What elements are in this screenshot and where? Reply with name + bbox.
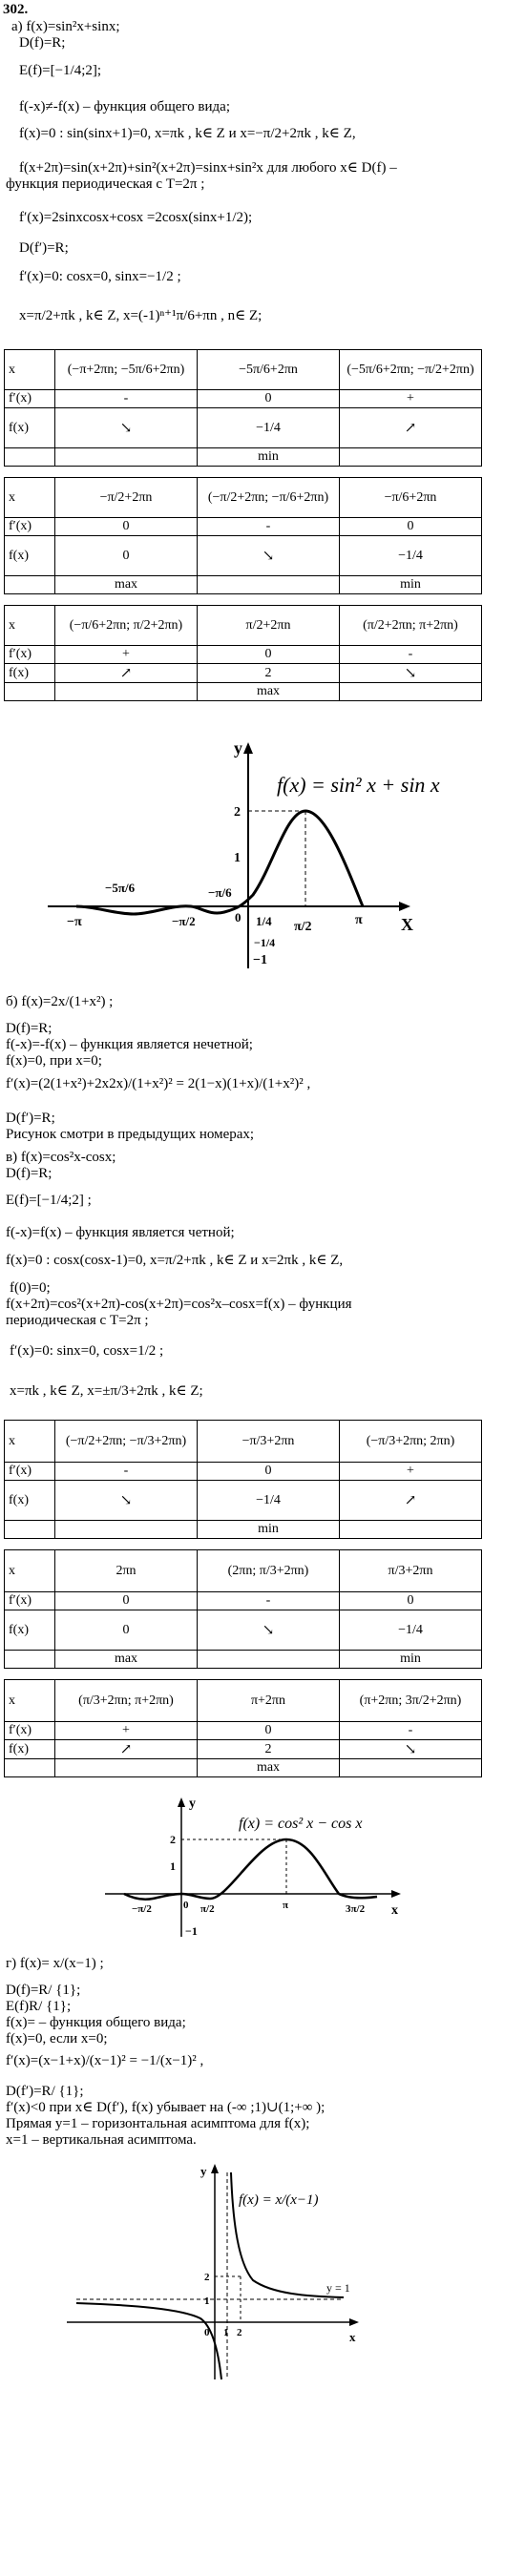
part-v-line: в) f(x)=cos²x-cosx;: [6, 1150, 116, 1165]
part-v-line: E(f)=[−1/4;2] ;: [6, 1193, 92, 1208]
table-cell: [55, 683, 198, 701]
table-cell: [55, 448, 198, 467]
x-axis-arrow-icon: [349, 2318, 359, 2326]
tick-label: 0: [183, 1900, 189, 1911]
table-cell: x: [5, 1421, 55, 1463]
part-b-line: f(x)=0, при x=0;: [6, 1053, 102, 1069]
part-g-line: f(x)= – функция общего вида;: [6, 2015, 186, 2030]
table-cell: -: [198, 1592, 340, 1610]
y-axis-label: y: [200, 2164, 207, 2178]
decreasing-arrow-icon: [120, 1494, 133, 1508]
part-b-line: D(f)=R;: [6, 1021, 52, 1036]
table-cell: max: [55, 576, 198, 594]
tick-label: 2: [170, 1833, 176, 1846]
asymptote-label: y = 1: [326, 2281, 350, 2295]
table-cell: 0: [198, 1463, 340, 1481]
table-cell: π/2+2πn: [198, 606, 340, 646]
table-cell: +: [55, 1722, 198, 1740]
tick-label: −5π/6: [105, 881, 136, 895]
table-cell: −1/4: [198, 1481, 340, 1521]
table-cell: [198, 1651, 340, 1669]
table-cell: [5, 1759, 55, 1777]
sign-table-v3: [4, 1679, 482, 1777]
tick-label: −1/4: [254, 936, 276, 949]
tick-label: −π: [67, 915, 82, 929]
table-cell: -: [55, 390, 198, 408]
table-cell: 0: [55, 1610, 198, 1651]
part-a-line: функция периодическая с T=2π ;: [6, 177, 205, 192]
part-a-line: f(x)=0 : sin(sinx+1)=0, x=πk , k∈ Z и x=−π/2+2πk , k∈ Z,: [19, 126, 356, 141]
table-cell: −π/2+2πn: [55, 478, 198, 518]
table-cell: x: [5, 350, 55, 390]
part-v-line: f(-x)=f(x) – функция является четной;: [6, 1225, 235, 1240]
table-cell: [55, 1521, 198, 1539]
increasing-arrow-icon: [405, 422, 417, 436]
tick-label: 1/4: [256, 914, 272, 928]
table-cell: x: [5, 606, 55, 646]
table-cell: f(x): [5, 664, 55, 683]
graph-v: [95, 1794, 410, 1946]
part-b-line: f′(x)=(2(1+x²)+2x2x)/(1+x²)² = 2(1−x)(1+x)/(1+x²)² ,: [6, 1076, 311, 1091]
table-cell: [340, 683, 482, 701]
table-cell: x: [5, 1550, 55, 1592]
table-cell: [5, 576, 55, 594]
table-cell: max: [198, 1759, 340, 1777]
table-cell: [5, 1651, 55, 1669]
part-g-line: f′(x)=(x−1+x)/(x−1)² = −1/(x−1)² ,: [6, 2053, 204, 2068]
decreasing-arrow-icon: [120, 422, 133, 436]
table-cell: (−π/2+2πn; −π/6+2πn): [198, 478, 340, 518]
table-cell: π/3+2πn: [340, 1550, 482, 1592]
tick-label: π: [283, 1900, 289, 1911]
problem-number: 302.: [3, 2, 29, 17]
part-b-line: D(f′)=R;: [6, 1111, 55, 1126]
part-v-line: f(0)=0;: [10, 1280, 51, 1296]
table-cell: 2: [198, 1740, 340, 1759]
part-a-line: f′(x)=0: cosx=0, sinx=−1/2 ;: [19, 269, 181, 284]
part-g-line: x=1 – вертикальная асимптома.: [6, 2132, 197, 2148]
table-cell: f(x): [5, 536, 55, 576]
table-cell: min: [340, 576, 482, 594]
tick-label: −1: [185, 1924, 198, 1938]
part-b-line: f(-x)=-f(x) – функция является нечетной;: [6, 1037, 253, 1052]
sign-table-v1: [4, 1420, 482, 1539]
table-cell: [340, 448, 482, 467]
table-cell: f′(x): [5, 1592, 55, 1610]
part-a-line: E(f)=[−1/4;2];: [19, 63, 102, 78]
table-cell: min: [198, 448, 340, 467]
tick-label: 1: [234, 851, 241, 865]
y-axis-label: y: [189, 1797, 196, 1811]
part-g-line: г) f(x)= x/(x−1) ;: [6, 1956, 104, 1971]
table-cell: −1/4: [340, 536, 482, 576]
table-cell: [55, 1481, 198, 1521]
table-cell: 0: [55, 1592, 198, 1610]
table-cell: f′(x): [5, 646, 55, 664]
part-g-line: Прямая y=1 – горизонтальная асимптома для f(x);: [6, 2116, 310, 2131]
y-axis-label: y: [234, 738, 242, 758]
tick-label: 1: [170, 1859, 176, 1873]
table-cell: -: [198, 518, 340, 536]
part-a-line: D(f′)=R;: [19, 240, 69, 256]
table-cell: [5, 1521, 55, 1539]
tick-label: 3π/2: [346, 1903, 366, 1915]
part-g-line: D(f′)=R/ {1};: [6, 2084, 84, 2099]
table-cell: [55, 1759, 198, 1777]
table-cell: x: [5, 1680, 55, 1722]
tick-label: π: [355, 913, 363, 927]
table-cell: -: [340, 646, 482, 664]
table-cell: [55, 664, 198, 683]
part-v-line: D(f)=R;: [6, 1166, 52, 1181]
graph-a: [38, 735, 440, 978]
part-b-line: Рисунок смотри в предыдущих номерах;: [6, 1127, 255, 1142]
graph-formula: f(x) = cos² x − cos x: [239, 1816, 363, 1832]
table-cell: -: [55, 1463, 198, 1481]
table-cell: min: [198, 1521, 340, 1539]
table-cell: −5π/6+2πn: [198, 350, 340, 390]
table-cell: [198, 536, 340, 576]
table-cell: 0: [198, 1722, 340, 1740]
table-cell: 0: [340, 518, 482, 536]
table-cell: [198, 576, 340, 594]
table-cell: f(x): [5, 408, 55, 448]
table-cell: [55, 1740, 198, 1759]
graph-g: [57, 2158, 372, 2387]
graph-formula: f(x) = sin² x + sin x: [277, 773, 440, 797]
decreasing-arrow-icon: [405, 1743, 417, 1757]
y-axis-arrow-icon: [211, 2164, 219, 2173]
y-axis-arrow-icon: [243, 742, 253, 754]
table-cell: (−π+2πn; −5π/6+2πn): [55, 350, 198, 390]
part-v-line: x=πk , k∈ Z, x=±π/3+2πk , k∈ Z;: [10, 1383, 203, 1399]
part-v-line: f(x+2π)=cos²(x+2π)-cos(x+2π)=cos²x–cosx=f(x) – функция: [6, 1297, 352, 1312]
table-cell: [55, 408, 198, 448]
table-cell: π+2πn: [198, 1680, 340, 1722]
table-cell: max: [198, 683, 340, 701]
part-g-line: f′(x)<0 при x∈ D(f′), f(x) убывает на (-∞ ;1)∪(1;+∞ );: [6, 2100, 326, 2115]
table-cell: (π+2πn; 3π/2+2πn): [340, 1680, 482, 1722]
tick-label: 1: [223, 2327, 229, 2338]
table-cell: (−5π/6+2πn; −π/2+2πn): [340, 350, 482, 390]
graph-formula: f(x) = x/(x−1): [239, 2192, 319, 2208]
table-cell: [340, 408, 482, 448]
table-cell: −π/3+2πn: [198, 1421, 340, 1463]
table-cell: -: [340, 1722, 482, 1740]
part-g-line: E(f)R/ {1};: [6, 1999, 72, 2014]
increasing-arrow-icon: [120, 1743, 133, 1757]
tick-label: 1: [204, 2296, 210, 2307]
table-cell: +: [340, 390, 482, 408]
tick-label: −1: [253, 953, 267, 967]
table-cell: [198, 1610, 340, 1651]
table-cell: [340, 1481, 482, 1521]
tick-label: −π/6: [208, 885, 232, 900]
table-cell: [5, 448, 55, 467]
increasing-arrow-icon: [120, 667, 133, 681]
table-cell: min: [340, 1651, 482, 1669]
table-cell: (−π/6+2πn; π/2+2πn): [55, 606, 198, 646]
tick-label: π/2: [200, 1903, 215, 1915]
table-cell: 2πn: [55, 1550, 198, 1592]
function-curve-left: [76, 2303, 221, 2379]
tick-label: −π/2: [172, 914, 196, 928]
part-v-line: f(x)=0 : cosx(cosx-1)=0, x=π/2+πk , k∈ Z и x=2πk , k∈ Z,: [6, 1253, 344, 1268]
part-a-line: а) f(x)=sin²x+sinx;: [11, 19, 120, 34]
increasing-arrow-icon: [405, 1494, 417, 1508]
x-axis-label: x: [391, 1903, 398, 1918]
part-v-line: периодическая с T=2π ;: [6, 1313, 149, 1328]
sign-table-v2: [4, 1549, 482, 1669]
table-cell: +: [340, 1463, 482, 1481]
table-cell: 0: [198, 390, 340, 408]
y-axis-arrow-icon: [178, 1797, 185, 1807]
table-cell: f′(x): [5, 1722, 55, 1740]
tick-label: 2: [204, 2272, 210, 2283]
part-a-line: f(x+2π)=sin(x+2π)+sin²(x+2π)=sinx+sin²x для любого x∈ D(f) –: [19, 160, 397, 176]
table-cell: 0: [55, 518, 198, 536]
table-cell: (π/3+2πn; π+2πn): [55, 1680, 198, 1722]
tick-label: 0: [235, 910, 242, 924]
decreasing-arrow-icon: [262, 1624, 275, 1638]
part-a-line: f′(x)=2sinxcosx+cosx =2cosx(sinx+1/2);: [19, 210, 253, 225]
tick-label: 2: [237, 2327, 242, 2338]
part-a-line: f(-x)≠-f(x) – функция общего вида;: [19, 99, 230, 114]
table-cell: 2: [198, 664, 340, 683]
table-cell: f(x): [5, 1481, 55, 1521]
part-a-line: x=π/2+πk , k∈ Z, x=(-1)ⁿ⁺¹π/6+πn , n∈ Z;: [19, 308, 262, 323]
table-cell: +: [55, 646, 198, 664]
table-cell: [340, 1740, 482, 1759]
x-axis-label: X: [401, 915, 413, 934]
function-curve-right: [231, 2172, 344, 2297]
table-cell: 0: [198, 646, 340, 664]
x-axis-arrow-icon: [391, 1890, 401, 1898]
table-cell: [340, 1759, 482, 1777]
table-cell: x: [5, 478, 55, 518]
table-cell: (2πn; π/3+2πn): [198, 1550, 340, 1592]
tick-label: −π/2: [132, 1903, 152, 1915]
x-axis-arrow-icon: [399, 902, 410, 911]
part-v-line: f′(x)=0: sinx=0, cosx=1/2 ;: [10, 1343, 164, 1359]
table-cell: [340, 1521, 482, 1539]
table-cell: f′(x): [5, 1463, 55, 1481]
table-cell: [5, 683, 55, 701]
part-b-line: б) f(x)=2x/(1+x²) ;: [6, 994, 114, 1009]
table-cell: −π/6+2πn: [340, 478, 482, 518]
sign-table-a3: [4, 605, 482, 701]
part-g-line: D(f)=R/ {1};: [6, 1983, 81, 1998]
part-g-line: f(x)=0, если x=0;: [6, 2031, 108, 2046]
sign-table-a2: [4, 477, 482, 594]
function-curve: [124, 1839, 377, 1900]
table-cell: (−π/2+2πn; −π/3+2πn): [55, 1421, 198, 1463]
x-axis-label: x: [349, 2330, 356, 2344]
table-cell: (−π/3+2πn; 2πn): [340, 1421, 482, 1463]
sign-table-a1: [4, 349, 482, 467]
table-cell: f′(x): [5, 390, 55, 408]
table-cell: [340, 664, 482, 683]
table-cell: −1/4: [340, 1610, 482, 1651]
decreasing-arrow-icon: [262, 550, 275, 564]
table-cell: 0: [340, 1592, 482, 1610]
decreasing-arrow-icon: [405, 667, 417, 681]
table-cell: f(x): [5, 1610, 55, 1651]
table-cell: (π/2+2πn; π+2πn): [340, 606, 482, 646]
tick-label: 0: [204, 2327, 210, 2338]
tick-label: 2: [234, 805, 241, 820]
table-cell: −1/4: [198, 408, 340, 448]
table-cell: max: [55, 1651, 198, 1669]
table-cell: f′(x): [5, 518, 55, 536]
table-cell: f(x): [5, 1740, 55, 1759]
tick-label: π/2: [294, 920, 312, 934]
table-cell: 0: [55, 536, 198, 576]
part-a-line: D(f)=R;: [19, 35, 66, 51]
